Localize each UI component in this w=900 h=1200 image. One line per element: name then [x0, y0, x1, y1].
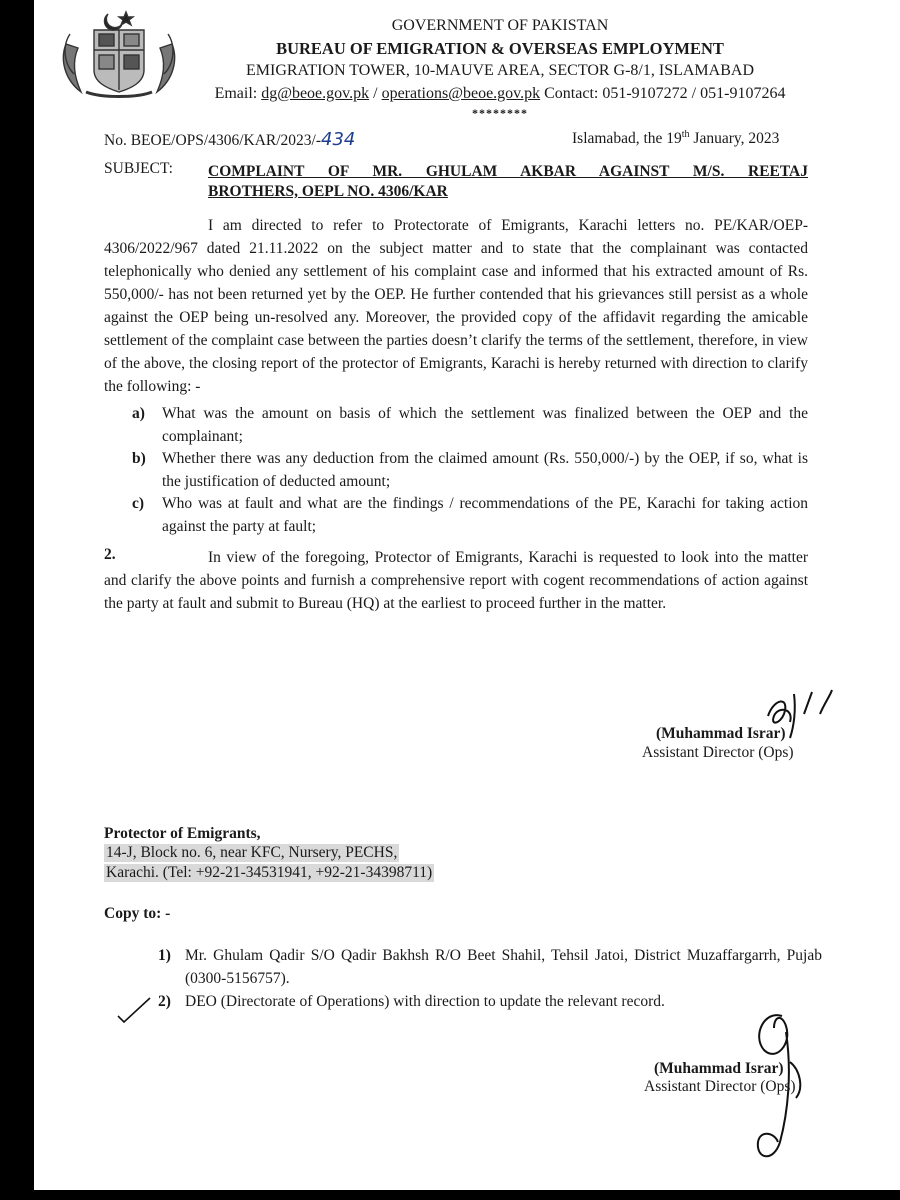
subject-line1: COMPLAINT OF MR. GHULAM AKBAR AGAINST M/S. REETAJ — [208, 163, 808, 180]
copy-marker: 1) — [158, 947, 171, 964]
header-contact-line — [180, 85, 820, 103]
addressee-title: Protector of Emigrants, — [104, 825, 261, 842]
copy-item-2 — [158, 990, 822, 1013]
addressee-address-line2: Karachi. (Tel: +92-21-34531941, +92-21-34398711) — [106, 864, 433, 881]
list-item-c — [132, 492, 808, 538]
handwritten-ref-number: 434 — [321, 129, 356, 150]
reference-number: No. BEOE/OPS/4306/KAR/2023/-434 — [104, 129, 356, 150]
list-item-b — [132, 447, 808, 493]
signature-1-name: (Muhammad Israr) — [656, 725, 786, 742]
email-link-dg[interactable]: dg@beoe.gov.pk — [261, 85, 370, 102]
list-marker: a) — [132, 405, 145, 422]
state-emblem-icon — [56, 4, 182, 100]
subject-label: SUBJECT: — [104, 160, 173, 177]
scan-border-left — [0, 0, 34, 1200]
signature-2-title: Assistant Director (Ops) — [644, 1078, 796, 1095]
list-text: Who was at fault and what are the findings / recommendations of the PE, Karachi for taking action against the party at fault; — [162, 495, 808, 535]
list-text: Whether there was any deduction from the claimed amount (Rs. 550,000/-) by the OEP, if so, what is the justification of deducted amount; — [162, 450, 808, 490]
subject-line2: BROTHERS, OEPL NO. 4306/KAR — [208, 183, 448, 200]
copy-marker: 2) — [158, 993, 171, 1010]
copy-item-1 — [158, 944, 822, 990]
list-marker: c) — [132, 495, 145, 512]
email-separator: / — [373, 85, 378, 102]
header-address: EMIGRATION TOWER, 10-MAUVE AREA, SECTOR G-8/1, ISLAMABAD — [245, 62, 754, 79]
list-item-a — [132, 402, 808, 448]
addressee-address-line1: 14-J, Block no. 6, near KFC, Nursery, PECHS, — [106, 844, 398, 861]
email-label: Email: — [214, 85, 258, 102]
paragraph-2-number: 2. — [104, 546, 116, 563]
body-paragraph-1: I am directed to refer to Protectorate of Emigrants, Karachi letters no. PE/KAR/OEP-4306/2022/967 dated 21.11.2022 on the subject matter and to state that the complainant was contacted telephonically who denied any settlement of his complaint case and informed that his extracted amount of Rs. 550,000/- has not been returned yet by the OEP. He further contended that his grievances still persist as a whole against the OEP being un-resolved any. Moreover, the provided copy of the affidavit regarding the amicable settlement of the complaint case between the parties doesn’t clarify the terms of the settlement, therefore, in view of the above, the closing report of the protector of Emigrants, Karachi is hereby returned with direction to clarify the following: - — [104, 217, 808, 395]
body-paragraph-2: In view of the foregoing, Protector of Emigrants, Karachi is requested to look into the matter and clarify the above points and furnish a comprehensive report with cogent recommendations of action against the party at fault and submit to Bureau (HQ) at the earliest to proceed further in the matter. — [104, 549, 808, 612]
checkmark-icon — [114, 996, 154, 1026]
header-separator: ******** — [472, 106, 528, 120]
place-date: Islamabad, the 19th January, 2023 — [572, 129, 780, 148]
copy-text: DEO (Directorate of Operations) with direction to update the relevant record. — [185, 993, 665, 1010]
list-marker: b) — [132, 450, 146, 467]
contact-numbers: Contact: 051-9107272 / 051-9107264 — [544, 85, 786, 102]
scan-border-bottom — [0, 1190, 900, 1200]
header-government: GOVERNMENT OF PAKISTAN — [391, 17, 609, 34]
copy-to-label: Copy to: - — [104, 905, 171, 922]
list-text: What was the amount on basis of which the settlement was finalized between the OEP and the complainant; — [162, 405, 808, 445]
signature-2-name: (Muhammad Israr) — [654, 1060, 784, 1077]
email-link-operations[interactable]: operations@beoe.gov.pk — [381, 85, 541, 102]
copy-text: Mr. Ghulam Qadir S/O Qadir Bakhsh R/O Beet Shahil, Tehsil Jatoi, District Muzaffargarrh, Pujab (0300-5156757). — [185, 947, 822, 987]
signature-1-title: Assistant Director (Ops) — [642, 744, 794, 761]
header-bureau: BUREAU OF EMIGRATION & OVERSEAS EMPLOYMENT — [276, 39, 724, 58]
